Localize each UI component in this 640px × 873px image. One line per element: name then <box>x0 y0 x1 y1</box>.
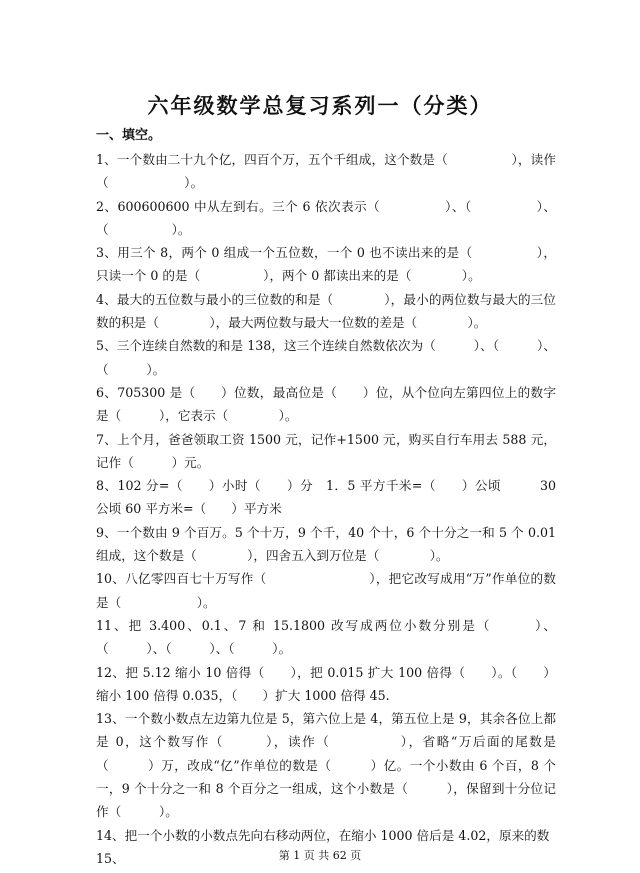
question-2: 2、600600600 中从左到右。三个 6 依次表示（ ）、（ ）、（ ）。 <box>96 198 556 237</box>
question-6: 6、705300 是（ ）位数，最高位是（ ）位，从个位向左第四位上的数字是（ ），它表示（ ）。 <box>96 384 556 424</box>
question-12: 12、把 5.12 缩小 10 倍得（ ），把 0.015 扩大 100 倍得（ ）。（ ）缩小 100 倍得 0.035，（ ）扩大 1000 倍得 45. <box>96 664 556 703</box>
question-3: 3、用三个 8，两个 0 组成一个五位数，一个 0 也不读出来的是（ ），只读一个 0 的是（ ），两个 0 都读出来的是（ ）。 <box>96 245 556 284</box>
question-14: 14、把一个小数的小数点先向右移动两位，在缩小 1000 倍后是 4.02，原来的数 <box>96 827 550 843</box>
question-7: 7、上个月，爸爸领取工资 1500 元，记作+1500 元，购买自行车用去 588 元，记作（ ）元。 <box>96 431 556 470</box>
question-4: 4、最大的五位数与最小的三位数的和是（ ），最小的两位数与最大的三位数的积是（ ），最大两位数与最大一位数的差是（ ）。 <box>96 291 556 331</box>
section-heading: 一、填空。 <box>96 128 162 143</box>
page-title: 六年级数学总复习系列一（分类） <box>147 94 493 118</box>
question-5: 5、三个连续自然数的和是 138，这三个连续自然数依次为（ ）、（ ）、（ ）。 <box>96 338 556 377</box>
question-9: 9、一个数由 9 个百万。5 个十万，9 个千，40 个十，6 个十分之一和 5 个 0.01 组成，这个数是（ ），四舍五入到万位是（ ）。 <box>96 524 561 564</box>
question-8: 8、102 分=（ ）小时（ ）分 1．5 平方千米=（ ）公顷 30 公顷 60 平方米=（ ）平方米 <box>96 478 561 517</box>
page-number-footer: 第 1 页 共 62 页 <box>278 849 362 862</box>
question-13: 13、一个数小数点左边第九位是 5，第六位上是 4，第五位上是 9，其余各位上都是 0，这个数写作（ ），读作（ ），省略“万后面的尾数是（ ）万，改成“亿”作单位的数是（ ）亿。一个小数由 6 个百，8 个一，9 个十分之一和 8 个百分之一组成，这个小数是（ ），保留到十分位记作（ ）。 <box>96 711 556 820</box>
question-1: 1、一个数由二十九个亿，四百个万，五个千组成，这个数是（ ），读作（ ）。 <box>96 152 556 191</box>
question-15: 15、 <box>96 850 125 866</box>
question-list <box>96 148 561 870</box>
question-10: 10、八亿零四百七十万写作（ ），把它改写成用“万”作单位的数是（ ）。 <box>96 571 556 610</box>
question-11: 11、把 3.400、0.1、7 和 15.1800 改写成两位小数分别是（ ）、（ ）、（ ）、（ ）。 <box>96 617 556 657</box>
